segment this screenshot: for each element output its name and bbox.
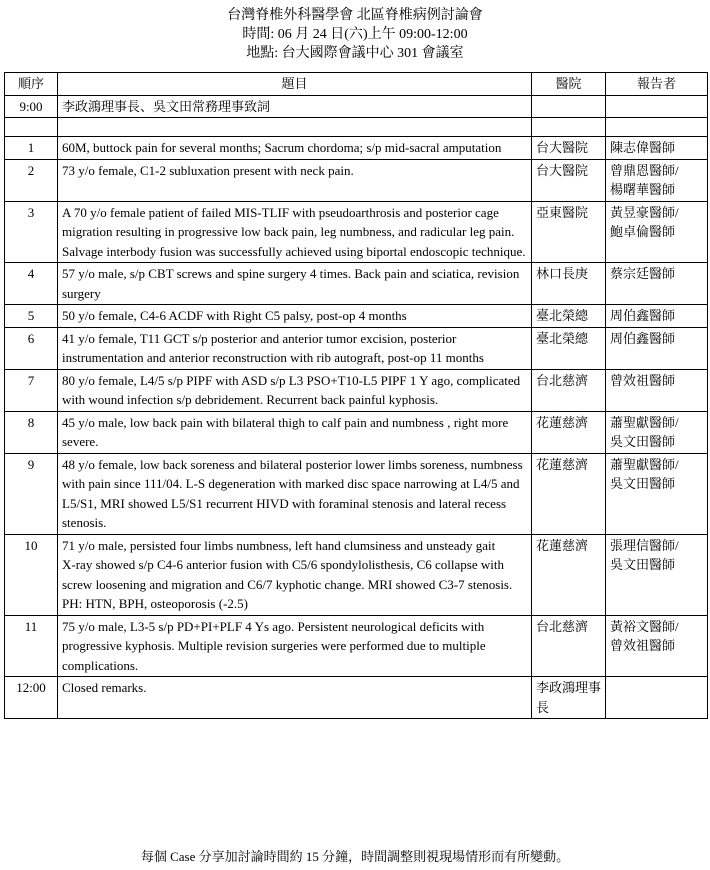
row-order: 9:00 (5, 95, 58, 118)
reporter-name: 吳文田醫師 (610, 557, 676, 572)
row-order: 6 (5, 327, 58, 369)
topic-text: 71 y/o male, persisted four limbs numbness, left hand clumsiness and unsteady gait (62, 537, 496, 553)
column-header-topic: 題目 (58, 73, 532, 96)
spacer-cell (58, 118, 532, 137)
reporter-name: 曾效祖醫師 (610, 638, 676, 653)
reporter-name: 曾鼎恩醫師/ (610, 162, 679, 178)
table-row (5, 95, 708, 118)
reporter-name: 楊曙華醫師 (610, 182, 676, 197)
spacer-cell (606, 118, 708, 137)
row-hospital: 台大醫院 (532, 159, 606, 201)
row-topic (58, 369, 532, 411)
table-row (5, 534, 708, 615)
row-reporter (606, 453, 708, 534)
row-hospital: 花蓮慈濟 (532, 411, 606, 453)
reporter-name: 鮑卓倫醫師 (610, 224, 676, 239)
table-row (5, 263, 708, 305)
row-order: 9 (5, 453, 58, 534)
row-order: 8 (5, 411, 58, 453)
topic-text: 李政鴻理事長、吳文田常務理事致詞 (62, 98, 271, 114)
document-header (0, 0, 710, 63)
row-topic (58, 411, 532, 453)
row-topic (58, 453, 532, 534)
table-row (5, 305, 708, 328)
row-reporter (606, 95, 708, 118)
row-hospital: 亞東醫院 (532, 201, 606, 263)
topic-text: 60M, buttock pain for several months; Sacrum chordoma; s/p mid-sacral amputation (62, 140, 502, 155)
row-hospital: 花蓮慈濟 (532, 453, 606, 534)
row-topic (58, 201, 532, 263)
topic-text: 41 y/o female, T11 GCT s/p posterior and anterior tumor excision, posterior instrumentation and anterior reconstruction with rib autograft, post-op 11 months (62, 330, 484, 365)
row-hospital: 林口長庚 (532, 263, 606, 305)
row-topic (58, 263, 532, 305)
table-header-row (5, 73, 708, 96)
table-row (5, 453, 708, 534)
topic-text: 57 y/o male, s/p CBT screws and spine surgery 4 times. Back pain and sciatica, revision surgery (62, 266, 520, 301)
row-reporter (606, 677, 708, 719)
reporter-name: 吳文田醫師 (610, 434, 676, 449)
table-row (5, 137, 708, 160)
row-hospital: 台北慈濟 (532, 615, 606, 677)
topic-text: 48 y/o female, low back soreness and bilateral posterior lower limbs soreness, numbness with pain since 111/04. L-S degeneration with marked disc space narrowing at L4/5 and L5/S1, MRI showed L5/S1 recurrent HIVD with foraminal stenosis and lateral recess stenosis. (62, 456, 523, 530)
table-row (5, 411, 708, 453)
row-topic (58, 327, 532, 369)
row-topic (58, 137, 532, 160)
column-header-reporter: 報告者 (606, 73, 708, 96)
row-topic (58, 305, 532, 328)
table-row (5, 327, 708, 369)
row-order: 5 (5, 305, 58, 328)
row-order: 7 (5, 369, 58, 411)
reporter-name: 周伯鑫醫師 (610, 308, 676, 323)
table-row (5, 615, 708, 677)
row-reporter (606, 411, 708, 453)
schedule-table (4, 72, 708, 719)
row-reporter (606, 369, 708, 411)
reporter-name: 蕭聖獻醫師/ (610, 456, 679, 472)
table-row (5, 369, 708, 411)
topic-text: 50 y/o female, C4-6 ACDF with Right C5 palsy, post-op 4 months (62, 308, 407, 323)
topic-text: 73 y/o female, C1-2 subluxation present with neck pain. (62, 162, 354, 178)
reporter-name: 陳志偉醫師 (610, 140, 676, 155)
row-hospital: 臺北榮總 (532, 327, 606, 369)
row-order: 1 (5, 137, 58, 160)
event-time: 時間: 06 月 24 日(六)上午 09:00-12:00 (242, 27, 468, 42)
spacer-cell (532, 118, 606, 137)
reporter-name: 黃裕文醫師/ (610, 618, 679, 634)
row-topic (58, 159, 532, 201)
row-reporter (606, 137, 708, 160)
reporter-name: 蕭聖獻醫師/ (610, 414, 679, 430)
row-hospital: 台大醫院 (532, 137, 606, 160)
spacer-cell (5, 118, 58, 137)
reporter-name: 周伯鑫醫師 (610, 330, 676, 346)
row-topic (58, 615, 532, 677)
document-title: 台灣脊椎外科醫學會 北區脊椎病例討論會 (227, 8, 483, 23)
row-hospital: 花蓮慈濟 (532, 534, 606, 615)
row-order: 12:00 (5, 677, 58, 719)
topic-text: 80 y/o female, L4/5 s/p PIPF with ASD s/p L3 PSO+T10-L5 PIPF 1 Y ago, complicated with wound infection s/p debridement. Recurrent back painful kyphosis. (62, 372, 521, 407)
row-reporter (606, 201, 708, 263)
row-hospital (532, 95, 606, 118)
row-order: 11 (5, 615, 58, 677)
row-reporter (606, 305, 708, 328)
column-header-order: 順序 (5, 73, 58, 96)
row-order: 3 (5, 201, 58, 263)
row-topic (58, 534, 532, 615)
row-reporter (606, 615, 708, 677)
topic-text: 45 y/o male, low back pain with bilateral thigh to calf pain and numbness , right more severe. (62, 414, 509, 449)
row-reporter (606, 534, 708, 615)
row-order: 10 (5, 534, 58, 615)
reporter-name: 吳文田醫師 (610, 476, 676, 491)
topic-text: X-ray showed s/p C4-6 anterior fusion with C5/6 spondylolisthesis, C6 collapse with screw loosening and migration and C6/7 kyphotic change. MRI showed C3-7 stenosis. PH: HTN, BPH, osteoporosis (-2.5) (62, 557, 513, 611)
footer-note: 每個 Case 分享加討論時間約 15 分鐘，時間調整則視現場情形而有所變動。 (140, 849, 570, 864)
spacer-row (5, 118, 708, 137)
row-hospital: 台北慈濟 (532, 369, 606, 411)
row-reporter (606, 263, 708, 305)
table-row (5, 159, 708, 201)
row-order: 4 (5, 263, 58, 305)
reporter-name: 曾效祖醫師 (610, 372, 676, 388)
row-hospital: 臺北榮總 (532, 305, 606, 328)
reporter-name: 黃昱豪醫師/ (610, 204, 679, 220)
column-header-hospital: 醫院 (532, 73, 606, 96)
event-place: 地點: 台大國際會議中心 301 會議室 (246, 46, 464, 61)
reporter-name: 蔡宗廷醫師 (610, 266, 676, 281)
topic-text: A 70 y/o female patient of failed MIS-TLIF with pseudoarthrosis and posterior cage migration resulting in progressive low back pain, leg numbness, and radicular leg pain. Salvage interbody fusion was successfully achieved using biportal endoscopic technique. (62, 204, 526, 259)
schedule-body (5, 95, 708, 719)
row-topic (58, 95, 532, 118)
table-row (5, 677, 708, 719)
topic-text: 75 y/o male, L3-5 s/p PD+PI+PLF 4 Ys ago. Persistent neurological deficits with progressive kyphosis. Multiple revision surgeries were performed due to multiple complications. (62, 618, 486, 673)
row-topic (58, 677, 532, 719)
row-order: 2 (5, 159, 58, 201)
reporter-name: 張理信醫師/ (610, 537, 679, 553)
row-reporter (606, 159, 708, 201)
row-reporter (606, 327, 708, 369)
row-hospital: 李政鴻理事長 (532, 677, 606, 719)
table-row (5, 201, 708, 263)
topic-text: Closed remarks. (62, 680, 147, 695)
